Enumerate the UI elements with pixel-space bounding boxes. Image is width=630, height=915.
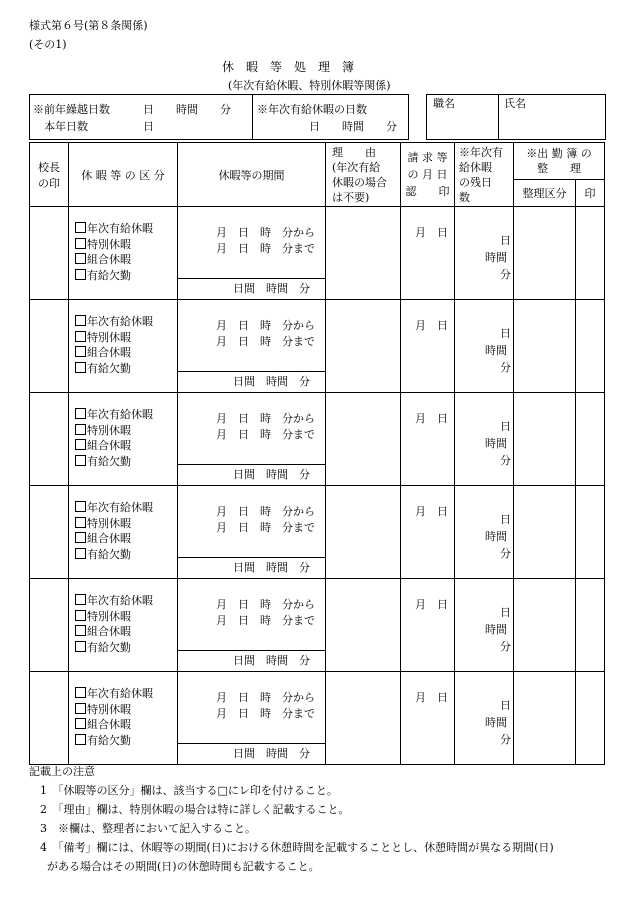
reason-header-line4: は不要) bbox=[332, 190, 370, 204]
request-month-day: 月 日 bbox=[415, 226, 448, 239]
period-from: 月 日 時 分から bbox=[216, 505, 315, 518]
leave-option bbox=[75, 221, 153, 237]
request-month-day: 月 日 bbox=[415, 691, 448, 704]
leave-type-cell bbox=[69, 207, 178, 300]
remaining-day: 日 bbox=[500, 606, 511, 619]
remaining-min: 分 bbox=[500, 361, 511, 374]
seal-cell[interactable] bbox=[576, 486, 605, 579]
request-date-cell bbox=[401, 579, 455, 672]
period-header: 休暇等の期間 bbox=[178, 143, 326, 207]
period-to: 月 日 時 分まで bbox=[216, 707, 315, 720]
leave-option-label: 組合休暇 bbox=[87, 625, 131, 638]
reason-cell[interactable] bbox=[326, 672, 401, 765]
leave-type-cell bbox=[69, 393, 178, 486]
period-to: 月 日 時 分まで bbox=[216, 614, 315, 627]
leave-option-label: 特別休暇 bbox=[87, 237, 131, 251]
remaining-day: 日 bbox=[500, 513, 511, 526]
leave-option bbox=[75, 423, 153, 439]
leave-option bbox=[75, 454, 153, 470]
checkbox[interactable] bbox=[75, 315, 86, 326]
leave-row bbox=[30, 579, 605, 672]
carryover-box bbox=[29, 94, 409, 140]
seal-cell[interactable] bbox=[576, 300, 605, 393]
reason-cell[interactable] bbox=[326, 207, 401, 300]
checkbox[interactable] bbox=[75, 501, 86, 512]
remaining-hour: 時間 bbox=[485, 623, 507, 636]
checkbox[interactable] bbox=[75, 641, 86, 652]
leave-option bbox=[75, 593, 153, 609]
period-total: 日間 時間 分 bbox=[178, 743, 325, 764]
period-cell bbox=[178, 207, 326, 300]
leave-option-label: 有給欠勤 bbox=[87, 268, 131, 282]
note-item-4-cont: がある場合はその期間(日)の休憩時間も記載すること。 bbox=[47, 860, 320, 873]
arrangement-class-cell[interactable] bbox=[514, 393, 576, 486]
note-item-1: 1 「休暇等の区分」欄は、該当する□にレ印を付けること。 bbox=[40, 784, 338, 797]
leave-option bbox=[75, 624, 153, 640]
reason-cell[interactable] bbox=[326, 393, 401, 486]
annual-days-label: ※年次有給休暇の日数 bbox=[257, 103, 367, 116]
checkbox[interactable] bbox=[75, 424, 86, 435]
leave-option bbox=[75, 640, 153, 656]
carryover-units: 日 時間 分 bbox=[143, 103, 231, 116]
notes-heading: 記載上の注意 bbox=[29, 765, 95, 778]
checkbox[interactable] bbox=[75, 408, 86, 419]
leave-option-label: 組合休暇 bbox=[87, 439, 131, 452]
period-to: 月 日 時 分まで bbox=[216, 521, 315, 534]
period-total: 日間 時間 分 bbox=[178, 278, 325, 299]
period-to: 月 日 時 分まで bbox=[216, 428, 315, 441]
checkbox[interactable] bbox=[75, 687, 86, 698]
request-date-cell bbox=[401, 672, 455, 765]
leave-option bbox=[75, 686, 153, 702]
attendance-book-header-line1: ※出 勤 簿 の bbox=[526, 147, 592, 160]
request-date-header-line1: 請 求 等 bbox=[407, 151, 448, 164]
reason-cell[interactable] bbox=[326, 579, 401, 672]
leave-option-label: 特別休暇 bbox=[87, 516, 131, 530]
checkbox[interactable] bbox=[75, 455, 86, 466]
checkbox[interactable] bbox=[75, 439, 86, 450]
request-date-header-line2: の 月 日 bbox=[407, 168, 448, 181]
leave-option-label: 年次有給休暇 bbox=[87, 687, 153, 700]
leave-option bbox=[75, 361, 153, 377]
reason-cell[interactable] bbox=[326, 486, 401, 579]
period-total: 日間 時間 分 bbox=[178, 650, 325, 671]
leave-type-cell bbox=[69, 300, 178, 393]
leave-option bbox=[75, 314, 153, 330]
leave-type-cell bbox=[69, 486, 178, 579]
period-from: 月 日 時 分から bbox=[216, 319, 315, 332]
remaining-header bbox=[455, 143, 514, 207]
request-date-cell bbox=[401, 486, 455, 579]
leave-option-label: 年次有給休暇 bbox=[87, 501, 153, 514]
leave-option bbox=[75, 531, 153, 547]
form-number: 様式第６号(第８条関係) bbox=[29, 19, 148, 32]
note-item-4: 4 「備考」欄には、休暇等の期間(日)における休憩時間を記載することとし、休憩時間が異なる期間(日) bbox=[40, 841, 554, 854]
remaining-header-line2: 給休暇 bbox=[459, 160, 492, 174]
request-month-day: 月 日 bbox=[415, 505, 448, 518]
remaining-header-line3: の残日 bbox=[459, 175, 492, 189]
leave-row bbox=[30, 300, 605, 393]
annual-days-units: 日 時間 分 bbox=[309, 120, 397, 133]
leave-option-label: 年次有給休暇 bbox=[87, 594, 153, 607]
leave-option-label: 特別休暇 bbox=[87, 423, 131, 437]
principal-seal-header-line2: の印 bbox=[38, 176, 60, 190]
remaining-min: 分 bbox=[500, 640, 511, 653]
remaining-min: 分 bbox=[500, 268, 511, 281]
leave-option-label: 有給欠勤 bbox=[87, 733, 131, 747]
period-cell bbox=[178, 672, 326, 765]
leave-type-header: 休 暇 等 の 区 分 bbox=[69, 143, 178, 207]
remaining-cell bbox=[455, 207, 514, 300]
seal-cell[interactable] bbox=[576, 207, 605, 300]
carryover-divider bbox=[252, 94, 253, 139]
remaining-day: 日 bbox=[500, 420, 511, 433]
principal-seal-cell[interactable] bbox=[30, 486, 69, 579]
arrangement-class-header: 整理区分 bbox=[514, 180, 576, 207]
request-date-header-line3: 認 印 bbox=[405, 185, 450, 198]
leave-type-cell bbox=[69, 672, 178, 765]
leave-row bbox=[30, 672, 605, 765]
period-cell bbox=[178, 486, 326, 579]
leave-option-label: 有給欠勤 bbox=[87, 640, 131, 654]
remaining-hour: 時間 bbox=[485, 530, 507, 543]
remaining-header-line1: ※年次有 bbox=[459, 145, 503, 159]
position-label: 職名 bbox=[433, 97, 455, 110]
checkbox[interactable] bbox=[75, 718, 86, 729]
period-total: 日間 時間 分 bbox=[178, 371, 325, 392]
seal-cell[interactable] bbox=[576, 393, 605, 486]
remaining-min: 分 bbox=[500, 547, 511, 560]
checkbox[interactable] bbox=[75, 269, 86, 280]
arrangement-class-cell[interactable] bbox=[514, 579, 576, 672]
remaining-day: 日 bbox=[500, 699, 511, 712]
checkbox[interactable] bbox=[75, 532, 86, 543]
leave-option bbox=[75, 252, 153, 268]
leave-option-label: 特別休暇 bbox=[87, 330, 131, 344]
leave-option bbox=[75, 237, 153, 253]
checkbox[interactable] bbox=[75, 331, 86, 342]
request-month-day: 月 日 bbox=[415, 598, 448, 611]
leave-option-label: 年次有給休暇 bbox=[87, 408, 153, 421]
principal-seal-cell[interactable] bbox=[30, 672, 69, 765]
reason-header bbox=[326, 143, 401, 207]
leave-option bbox=[75, 717, 153, 733]
leave-rows bbox=[30, 207, 605, 765]
remaining-min: 分 bbox=[500, 733, 511, 746]
attendance-book-header-line2: 整 理 bbox=[537, 162, 581, 175]
request-month-day: 月 日 bbox=[415, 319, 448, 332]
leave-option-label: 組合休暇 bbox=[87, 253, 131, 266]
request-date-header bbox=[401, 143, 455, 207]
principal-seal-cell[interactable] bbox=[30, 393, 69, 486]
leave-option bbox=[75, 438, 153, 454]
leave-option-label: 有給欠勤 bbox=[87, 454, 131, 468]
page-title: 休 暇 等 処 理 簿 bbox=[222, 60, 355, 74]
checkbox[interactable] bbox=[75, 253, 86, 264]
leave-option-label: 特別休暇 bbox=[87, 609, 131, 623]
leave-option-label: 有給欠勤 bbox=[87, 361, 131, 375]
period-to: 月 日 時 分まで bbox=[216, 242, 315, 255]
leave-option bbox=[75, 516, 153, 532]
leave-option-label: 組合休暇 bbox=[87, 346, 131, 359]
remaining-day: 日 bbox=[500, 234, 511, 247]
remaining-day: 日 bbox=[500, 327, 511, 340]
remaining-cell bbox=[455, 486, 514, 579]
leave-option-label: 特別休暇 bbox=[87, 702, 131, 716]
leave-row bbox=[30, 207, 605, 300]
remaining-cell bbox=[455, 393, 514, 486]
principal-seal-cell[interactable] bbox=[30, 300, 69, 393]
checkbox[interactable] bbox=[75, 238, 86, 249]
leave-option-label: 年次有給休暇 bbox=[87, 222, 153, 235]
remaining-hour: 時間 bbox=[485, 344, 507, 357]
checkbox[interactable] bbox=[75, 517, 86, 528]
period-total: 日間 時間 分 bbox=[178, 464, 325, 485]
arrangement-class-cell[interactable] bbox=[514, 207, 576, 300]
leave-option bbox=[75, 547, 153, 563]
seal-cell[interactable] bbox=[576, 579, 605, 672]
leave-option bbox=[75, 345, 153, 361]
arrangement-class-cell[interactable] bbox=[514, 672, 576, 765]
period-to: 月 日 時 分まで bbox=[216, 335, 315, 348]
note-item-3: 3 ※欄は、整理者において記入すること。 bbox=[40, 822, 256, 835]
leave-row bbox=[30, 393, 605, 486]
leave-option-label: 組合休暇 bbox=[87, 718, 131, 731]
reason-cell[interactable] bbox=[326, 300, 401, 393]
leave-option bbox=[75, 702, 153, 718]
leave-option-label: 組合休暇 bbox=[87, 532, 131, 545]
checkbox[interactable] bbox=[75, 625, 86, 636]
remaining-min: 分 bbox=[500, 454, 511, 467]
principal-seal-header-line1: 校長 bbox=[38, 160, 60, 174]
name-label: 氏名 bbox=[504, 97, 526, 110]
leave-row bbox=[30, 486, 605, 579]
period-from: 月 日 時 分から bbox=[216, 412, 315, 425]
period-total: 日間 時間 分 bbox=[178, 557, 325, 578]
reason-header-line3: 休暇の場合 bbox=[332, 175, 387, 189]
remaining-hour: 時間 bbox=[485, 716, 507, 729]
checkbox[interactable] bbox=[75, 610, 86, 621]
checkbox[interactable] bbox=[75, 346, 86, 357]
reason-header-line1: 理 由 bbox=[332, 145, 376, 159]
this-year-unit: 日 bbox=[143, 120, 154, 133]
leave-option bbox=[75, 407, 153, 423]
request-month-day: 月 日 bbox=[415, 412, 448, 425]
period-from: 月 日 時 分から bbox=[216, 691, 315, 704]
seal-cell[interactable] bbox=[576, 672, 605, 765]
leave-option bbox=[75, 609, 153, 625]
remaining-header-line4: 数 bbox=[459, 190, 470, 204]
note-item-2: 2 「理由」欄は、特別休暇の場合は特に詳しく記載すること。 bbox=[40, 803, 350, 816]
reason-header-line2: (年次有給 bbox=[332, 160, 381, 174]
checkbox[interactable] bbox=[75, 548, 86, 559]
attendance-book-header bbox=[514, 143, 605, 180]
remaining-cell bbox=[455, 300, 514, 393]
period-from: 月 日 時 分から bbox=[216, 226, 315, 239]
remaining-hour: 時間 bbox=[485, 437, 507, 450]
leave-option bbox=[75, 733, 153, 749]
remaining-cell bbox=[455, 579, 514, 672]
checkbox[interactable] bbox=[75, 703, 86, 714]
arrangement-class-cell[interactable] bbox=[514, 300, 576, 393]
leave-option-label: 有給欠勤 bbox=[87, 547, 131, 561]
request-date-cell bbox=[401, 207, 455, 300]
leave-option bbox=[75, 500, 153, 516]
principal-seal-cell[interactable] bbox=[30, 207, 69, 300]
period-cell bbox=[178, 393, 326, 486]
leave-option bbox=[75, 268, 153, 284]
checkbox[interactable] bbox=[75, 362, 86, 373]
period-cell bbox=[178, 300, 326, 393]
request-date-cell bbox=[401, 393, 455, 486]
this-year-label: 本年日数 bbox=[44, 120, 88, 133]
checkbox[interactable] bbox=[75, 734, 86, 745]
leave-option-label: 年次有給休暇 bbox=[87, 315, 153, 328]
checkbox[interactable] bbox=[75, 222, 86, 233]
leave-type-cell bbox=[69, 579, 178, 672]
period-cell bbox=[178, 579, 326, 672]
carryover-label: ※前年繰越日数 bbox=[33, 103, 110, 116]
seal-header: 印 bbox=[576, 180, 605, 207]
leave-table bbox=[29, 142, 605, 765]
period-from: 月 日 時 分から bbox=[216, 598, 315, 611]
request-date-cell bbox=[401, 300, 455, 393]
remaining-hour: 時間 bbox=[485, 251, 507, 264]
page-subtitle: (年次有給休暇、特別休暇等関係) bbox=[228, 79, 391, 92]
name-divider bbox=[498, 94, 499, 139]
remaining-cell bbox=[455, 672, 514, 765]
form-sub-number: (その1) bbox=[29, 38, 67, 51]
leave-option bbox=[75, 330, 153, 346]
principal-seal-header bbox=[30, 143, 69, 207]
arrangement-class-cell[interactable] bbox=[514, 486, 576, 579]
principal-seal-cell[interactable] bbox=[30, 579, 69, 672]
checkbox[interactable] bbox=[75, 594, 86, 605]
